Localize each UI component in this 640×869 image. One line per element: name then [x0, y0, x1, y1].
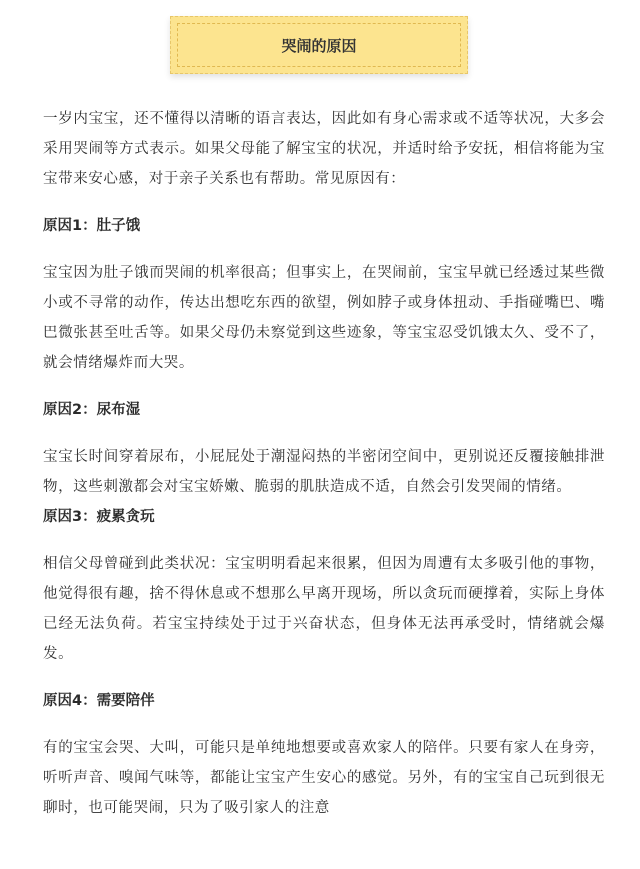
section-body-1: 宝宝因为肚子饿而哭闹的机率很高；但事实上，在哭闹前，宝宝早就已经透过某些微小或不寻常的动作，传达出想吃东西的欲望，例如脖子或身体扭动、手指碰嘴巴、嘴巴微张甚至吐舌等。如果父母仍未察觉到这些迹象，等宝宝忍受饥饿太久、受不了，就会情绪爆炸而大哭。 [43, 265, 605, 371]
section-heading-2: 原因2：尿布湿 [43, 402, 141, 418]
section-body-3: 相信父母曾碰到此类状况：宝宝明明看起来很累，但因为周遭有太多吸引他的事物，他觉得很有趣，捨不得休息或不想那么早离开现场，所以贪玩而硬撑着，实际上身体已经无法负荷。若宝宝持续处于过于兴奋状态，但身体无法再承受时，情绪就会爆发。 [43, 556, 605, 662]
title-banner [170, 16, 468, 74]
section-heading-1: 原因1：肚子饿 [43, 218, 141, 234]
section-heading-3: 原因3：疲累贪玩 [43, 509, 155, 525]
article-body [43, 104, 605, 823]
section-body-4: 有的宝宝会哭、大叫，可能只是单纯地想要或喜欢家人的陪伴。只要有家人在身旁，听听声音、嗅闻气味等，都能让宝宝产生安心的感觉。另外，有的宝宝自己玩到很无聊时，也可能哭闹，只为了吸引家人的注意 [43, 740, 605, 816]
section-heading-4: 原因4：需要陪伴 [43, 693, 155, 709]
page-title: 哭闹的原因 [281, 37, 357, 55]
intro-paragraph: 一岁内宝宝，还不懂得以清晰的语言表达，因此如有身心需求或不适等状况，大多会采用哭闹等方式表示。如果父母能了解宝宝的状况，并适时给予安抚，相信将能为宝宝带来安心感，对于亲子关系也有帮助。常见原因有： [43, 111, 605, 187]
section-body-2: 宝宝长时间穿着尿布，小屁屁处于潮湿闷热的半密闭空间中，更别说还反覆接触排泄物，这些刺激都会对宝宝娇嫩、脆弱的肌肤造成不适，自然会引发哭闹的情绪。 [43, 449, 605, 495]
